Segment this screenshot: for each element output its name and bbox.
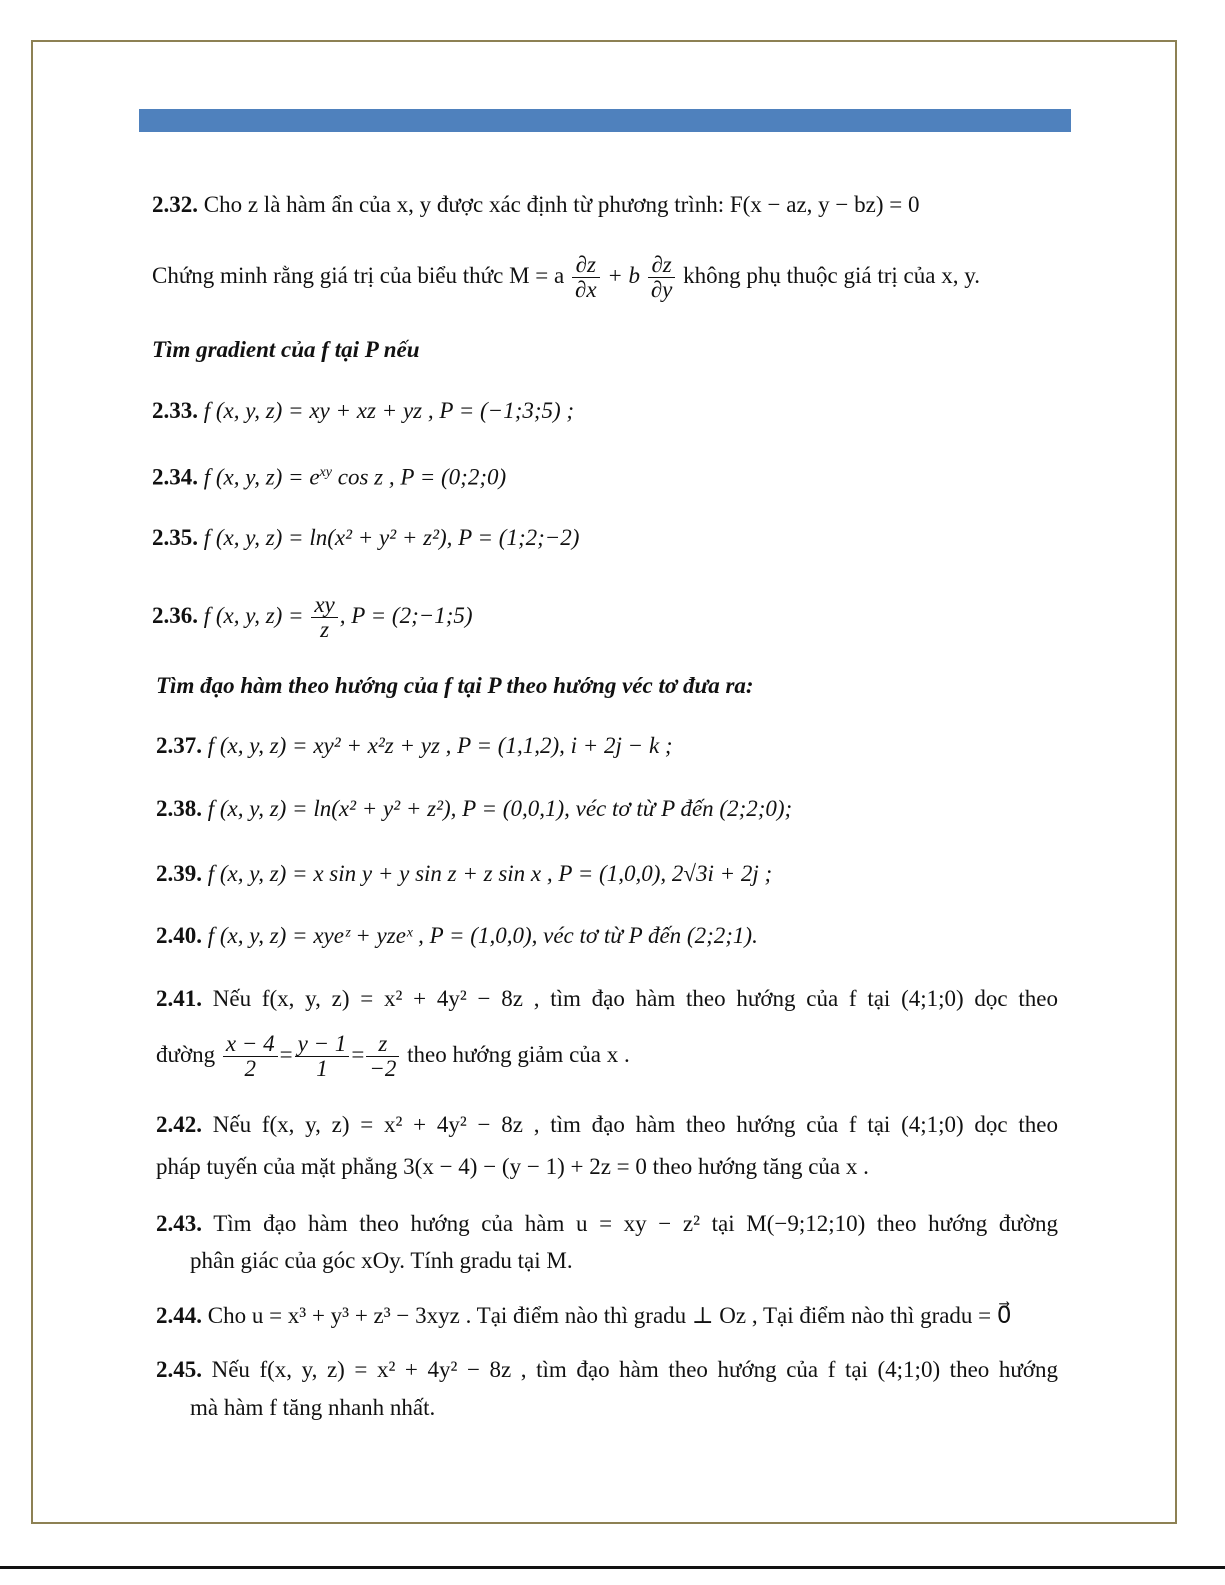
problem-text: f (x, y, z) = xy² + x²z + yz , P = (1,1,2), i + 2j − k ; (207, 733, 673, 758)
problem-text: Cho z là hàm ẩn của x, y được xác định từ phương trình: F(x − az, y − bz) = 0 (203, 192, 920, 217)
fraction-x-minus-4: $\frac{x - 4}{2}$ (223, 1032, 278, 1081)
problem-number: 2.33. (152, 398, 198, 423)
problem-text: f (x, y, z) = (203, 603, 304, 628)
problem-text: Nếu f(x, y, z) = x² + 4y² − 8z , tìm đạo hàm theo hướng của f tại (4;1;0) theo hướng (211, 1357, 1058, 1382)
problem-text: cos z , P = (0;2;0) (331, 464, 507, 490)
exponent: xy (319, 465, 332, 480)
problem-text: đường (156, 1042, 216, 1067)
problem-number: 2.32. (152, 192, 198, 217)
problem-2-44 (156, 1301, 1012, 1331)
problem-text: f (x, y, z) = ln(x² + y² + z²), P = (0,0,1), véc tơ từ P đến (2;2;0); (207, 796, 793, 821)
problem-text: f (x, y, z) = ln(x² + y² + z²), P = (1;2;−2) (203, 525, 580, 550)
problem-number: 2.44. (156, 1303, 202, 1328)
problem-2-37 (156, 731, 673, 761)
problem-number: 2.41. (156, 986, 202, 1011)
plus-b: + b (607, 263, 641, 288)
problem-2-40 (156, 921, 758, 951)
problem-2-33 (152, 396, 574, 426)
problem-text: f (x, y, z) = x sin y + y sin z + z sin x , P = (1,0,0), 2√3i + 2j ; (207, 861, 773, 886)
problem-2-32-line1 (152, 190, 919, 220)
problem-2-41-line2 (156, 1027, 630, 1083)
problem-number: 2.37. (156, 733, 202, 758)
problem-2-34 (152, 458, 506, 493)
problem-text: không phụ thuộc giá trị của x, y. (683, 263, 980, 288)
problem-number: 2.45. (156, 1357, 202, 1382)
problem-text: , P = (2;−1;5) (339, 603, 473, 628)
problem-number: 2.38. (156, 796, 202, 821)
problem-2-42-line1 (156, 1110, 1058, 1140)
problem-2-36 (152, 588, 473, 644)
fraction-dz-dx: $\frac{\partial z}{\partial x}$ (572, 253, 600, 302)
problem-number: 2.42. (156, 1112, 202, 1137)
problem-2-43-line1 (156, 1209, 1058, 1239)
problem-text: Chứng minh rằng giá trị của biểu thức M = a (152, 263, 565, 288)
problem-text: theo hướng giảm của x . (407, 1042, 630, 1067)
fraction-dz-dy: $\frac{\partial z}{\partial y}$ (648, 253, 676, 302)
header-bar (139, 109, 1071, 132)
equals-sign: = (351, 1042, 365, 1067)
problem-number: 2.36. (152, 603, 198, 628)
section-heading-gradient: Tìm gradient của f tại P nếu (152, 337, 420, 362)
problem-text: Nếu f(x, y, z) = x² + 4y² − 8z , tìm đạo hàm theo hướng của f tại (4;1;0) dọc theo (212, 986, 1058, 1011)
fraction-y-minus-1: $\frac{y - 1}{1}$ (295, 1032, 350, 1081)
problem-number: 2.35. (152, 525, 198, 550)
problem-text: Tìm đạo hàm theo hướng của hàm u = xy − z² tại M(−9;12;10) theo hướng đường (213, 1211, 1058, 1236)
section-heading-directional: Tìm đạo hàm theo hướng của f tại P theo hướng véc tơ đưa ra: (156, 673, 754, 698)
problem-2-42-line2: pháp tuyến của mặt phẳng 3(x − 4) − (y − 1) + 2z = 0 theo hướng tăng của x . (156, 1154, 869, 1179)
problem-2-41-line1 (156, 984, 1058, 1014)
problem-number: 2.40. (156, 923, 202, 948)
bottom-edge-line (0, 1566, 1225, 1569)
problem-text: f (x, y, z) = xyeᶻ + yzeˣ , P = (1,0,0), véc tơ từ P đến (2;2;1). (207, 923, 758, 948)
problem-number: 2.43. (156, 1211, 202, 1236)
problem-number: 2.34. (152, 464, 198, 490)
problem-2-39 (156, 859, 772, 889)
problem-2-35 (152, 523, 579, 553)
problem-text: f (x, y, z) = xy + xz + yz , P = (−1;3;5) ; (203, 398, 575, 423)
problem-text: Nếu f(x, y, z) = x² + 4y² − 8z , tìm đạo hàm theo hướng của f tại (4;1;0) dọc theo (212, 1112, 1058, 1137)
fraction-xy-z: $\frac{xy}{z}$ (311, 593, 337, 642)
problem-2-45-line2: mà hàm f tăng nhanh nhất. (190, 1395, 436, 1420)
equals-sign: = (279, 1042, 293, 1067)
problem-2-32-line2 (152, 248, 980, 304)
problem-text: Cho u = x³ + y³ + z³ − 3xyz . Tại điểm nào thì gradu ⊥ Oz , Tại điểm nào thì gradu = 0⃗ (207, 1303, 1012, 1328)
problem-2-38 (156, 794, 792, 824)
problem-number: 2.39. (156, 861, 202, 886)
problem-2-45-line1 (156, 1355, 1058, 1385)
problem-2-43-line2: phân giác của góc xOy. Tính gradu tại M. (190, 1248, 573, 1273)
problem-text: f (x, y, z) = e (203, 464, 320, 490)
fraction-z-minus-2: $\frac{z}{-2}$ (366, 1032, 399, 1081)
